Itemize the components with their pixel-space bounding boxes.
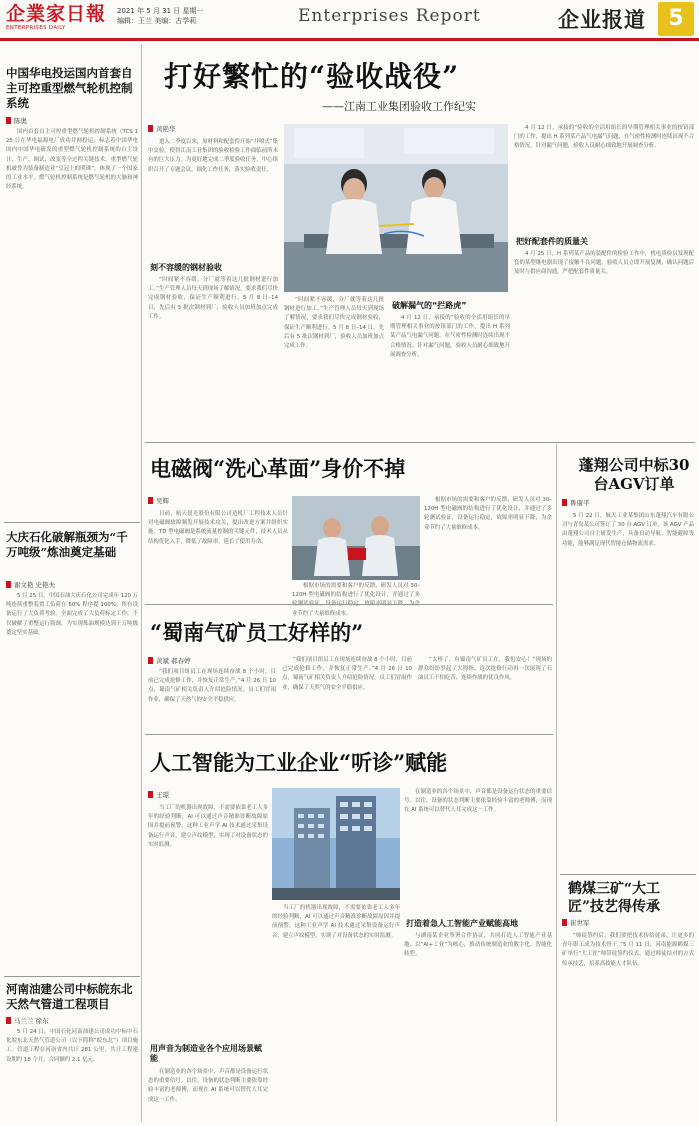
section-title-cn: 企业报道	[558, 7, 646, 32]
lead-section-3-body: 4 月 25 日，H 系列某产品的装配件的检验工作中，机电质检员发现配套的某型继电器出现了接触不良问题。验收人员立即开展复测，确认问题后及时与供应商沟通，严把配套件质量关。	[514, 251, 694, 276]
logo-english: ENTERPRISES DAILY	[6, 25, 66, 31]
agv-article-byline: 鲁康平	[562, 498, 590, 508]
section-title-en: Enterprises Report	[298, 6, 481, 26]
page-number-badge: 5	[658, 2, 694, 36]
issue-meta	[117, 6, 204, 26]
divider	[145, 734, 553, 735]
henan-article-headline: 河南油建公司中标皖东北天然气管道工程项目	[6, 982, 133, 1011]
masthead-rule	[0, 38, 699, 41]
valve-article-photo	[292, 496, 420, 580]
ai-article-body-col3: 在制造业的各个场景中，声音都是设备运行状态的重要信号。以往，设备的状态判断主要依靠经验丰富的老师傅，而现在 AI 系统可以替代人耳完成这一工作。	[404, 789, 552, 814]
divider	[4, 976, 140, 977]
sichuan-article-byline: 黄斌 郝春婷	[148, 656, 191, 666]
daqing-article-body: 5 月 25 日，中国石油大庆石化公司完成年 120 万吨连续重整装置工负荷在 60% 程序提 100%，所有设备运行了大负荷考验。全面完成了大负荷标定工作，不仅破解了重整运行瓶颈，为实现炼油规模达到千万吨级奠定坚实基础。	[6, 593, 138, 636]
ai-article-headline: 人工智能为工业企业“听诊”赋能	[150, 750, 448, 775]
hegang-article-body: “师徒签约后，我们要把技术传给徒弟，让更多的青年职工成为技术骨干。”5 月 11 日，河南能源鹤煤三矿举行“大工匠”师带徒签约仪式，通过师徒结对的方式传承技艺，培养高技能人才队伍。	[562, 933, 694, 967]
office-building-illustration	[272, 788, 400, 900]
agv-article-headline: 蓬翔公司中标30台AGV订单	[578, 456, 690, 493]
hegang-article-byline: 崔世军	[562, 918, 590, 928]
henan-article-body: 5 月 24 日，中国石化河南油建公司成功中标中石化皖东北天然气管道公司（以下简称“皖东北”）项目施工。管道工程在河南省内共计 281 公里，共计工程建设期约 18 个月，合同额约 2.1 亿元。	[6, 1029, 138, 1063]
newspaper-logo	[6, 3, 120, 37]
hegang-article-headline: 鹤煤三矿“大工匠”技艺得传承	[568, 881, 661, 915]
sichuan-article-body-col3: “太棒了，有蜀南气矿员工在，我们安心！”现场的群众纷纷竖起了大拇指。这次抢修行动再一次展现了石油员工不怕吃苦、连续作战的优良作风。	[418, 657, 552, 682]
lead-article-photo	[284, 124, 508, 292]
ai-section-2-body: 与湖南某企业签署合作协议，共同打造人工智能产业基地，以“AI+工业”为核心，推动传统制造业的数字化、智能化转型。	[404, 933, 552, 958]
lead-article-subtitle: ——江南工业集团验收工作纪实	[322, 100, 476, 113]
ai-article-photo	[272, 788, 400, 900]
logo-chinese: 企業家日報	[6, 3, 107, 25]
daqing-article-headline: 大庆石化破解瓶颈为“千万吨级”炼油奠定基础	[6, 530, 128, 559]
agv-article-body: 5 月 22 日，航天工业某集团山东蓬翔汽车有限公司与青岛某公司签订了 30 台 AGV 订单。该 AGV 产品由蓬翔公司自主研发生产，具备自动导航、智能避障等功能，能够满足现代智能仓储物流需求。	[562, 513, 694, 547]
ai-section-heading-2: 打造着急人工智能产业赋能高地	[406, 919, 518, 928]
gas-article-body: 国内首套自主可控重型燃气轮机控制系统（TCS 125 日在华电福源电厂成功并网投运，标志着中国华电国内中国华电研发的重型燃气轮机控制系统的自主设计，生产、调试，改变等全过程关键技术。重型燃气轮机被誉为装备制造业“皇冠上的明珠”，体现了一个国家的工业水平。燃气轮机控制系统是燃气轮机的大脑和神经系统。	[6, 129, 138, 191]
divider	[145, 604, 553, 605]
ai-article-body-col2: 当工厂的机器出现故障，不需要依靠老工人多年的经验判断，AI 可以通过声音精准诊断故障原因并提前预警。这种工业声学 AI 技术通过采集设备运行声音，建立声纹模型，实现了对设备状态的实时监测。	[272, 905, 400, 939]
valve-photo-caption: 根据市场的需要和客户的反馈，研发人员对 30–120H 型电磁阀的结构进行了优化设计，并通过了多 业节约了大量维修成本。	[292, 583, 420, 617]
sichuan-article-headline: “蜀南气矿员工好样的”	[150, 620, 364, 645]
lead-article-body-col3: 4 月 12 日，承接的“验收的全活用组长的早期管理相关事业的按钮部门的工作，提出 H 系列某产品气电漏气问题，在气密性检测时连续出现不合格情况。针对漏气问题，验收人员耐心细致地开展调查分析。	[514, 125, 694, 150]
ai-article-byline: 王璟	[148, 790, 169, 800]
divider	[145, 442, 695, 443]
valve-workshop-illustration	[292, 496, 420, 580]
column-divider	[141, 44, 142, 1122]
valve-article-headline: 电磁阀“洗心革面”身价不掉	[150, 456, 406, 481]
henan-article-byline: 马兰兰 徐东	[6, 1016, 49, 1026]
lead-section-2-body: 4 月 12 日，承接的“验收的全活用组长的早期管理相关事业的按钮部门的工作，提出 H 系列某产品气电漏气问题，在气密性检测时连续出现不合格情况。针对漏气问题，验收人员耐心细致地开展调查分析。	[390, 315, 510, 358]
divider	[560, 874, 696, 875]
lead-section-heading-3: 把好配套件的质量关	[516, 237, 588, 246]
divider	[4, 522, 140, 523]
lead-section-1-body: “时间紧不容缓，分厂就等着这几批钢材进行加工。”生产管理人员每天到现场了解情况，要求我们尽快完成钢材验收，保证生产顺利进行。5 月 8 日–14 日，先后有 5 批次钢材到厂，验收人员加班加点完成工作。	[148, 277, 278, 320]
gas-article-headline: 中国华电投运国内首套自主可控重型燃气轮机控制系统	[6, 66, 133, 110]
gas-article-byline: 陈奥	[6, 116, 27, 126]
lead-article-body: 进入二季度以来，原材料和配套件开始“井喷式”集中交验，使得江南工业集团的验收检验工作面临前所未有的巨大压力。为更好地完成二季度验收任务，中心组织召开了专题会议，细化工作任务，落实验收责任。	[148, 139, 278, 173]
ai-article-body: 当工厂的机器出现故障，不需要依靠老工人多年的经验判断，AI 可以通过声音精准诊断故障原因并提前预警。这种工业声学 AI 技术通过采集设备运行声音，建立声纹模型，实现了对设备状态的实时监测。	[148, 805, 268, 848]
sichuan-article-body-col2: “我们项目组员工在现场连续奋战 8 个小时，目前已完成抢修工作，并恢复正常生产。”4 月 26 日 10 点，蜀南气矿相关负责人介绍抢险情况。员工们冒雨作业，确保了天然气的安全平稳供应。	[282, 657, 412, 691]
workers-photo-illustration	[284, 124, 508, 292]
sichuan-article-body: “我们项目组员工在现场连续奋战 8 个小时，目前已完成抢修工作，并恢复正常生产。”4 月 26 日 10 点，蜀南气矿相关负责人介绍抢险情况。员工们冒雨作业，确保了天然气的安全平稳供应。	[148, 669, 276, 703]
ai-section-1-body: 在制造业的各个场景中，声音都是设备运行状态的重要信号。以往，设备的状态判断主要依靠经验丰富的老师傅，而现在 AI 系统可以替代人耳完成这一工作。	[148, 1069, 268, 1103]
ai-section-heading-1: 用声音为制造业各个应用场景赋能	[150, 1044, 262, 1063]
column-divider	[556, 444, 557, 1122]
lead-section-heading-2: 破解漏气的“拦路虎”	[392, 301, 467, 310]
lead-article-body-col2: “时间紧不容缓，分厂就等着这几批钢材进行加工。”生产管理人员每天到现场了解情况，要求我们尽快完成钢材验收，保证生产顺利进行。5 月 8 日–14 日，先后有 5 批次钢材到厂，验收人员加班加点完成工作。	[284, 297, 384, 350]
lead-article-headline: 打好繁忙的“验收战役”	[164, 60, 460, 93]
valve-article-body: 日前，航天晨光股份有限公司造机厂工程技术人员针对电磁阀故障频发开展技术攻关，提出改进方案并组织实施。TD 型电磁阀是系统流量控制的关键元件，技术人员从结构优化入手，降低了故障率，延长了使用寿命。	[148, 511, 288, 545]
daqing-article-byline: 谢文艳 史艳夫	[6, 580, 55, 590]
lead-article-byline: 黄艳华	[148, 124, 176, 134]
valve-article-byline: 吴辉	[148, 496, 169, 506]
issue-date: 2021 年 5 月 31 日 星期一	[117, 7, 204, 15]
lead-section-heading-1: 刻不容缓的钢材验收	[150, 263, 222, 272]
valve-article-body-col2: 根据市场的需要和客户的反馈，研发人员对 30–120H 型电磁阀的结构进行了优化设计，并通过了多轮测试验证，设备运行稳定，故障率明显下降，为企业节约了大量维修成本。	[424, 497, 552, 531]
issue-editor: 编辑：王兰 美编：古学莉	[117, 17, 197, 25]
